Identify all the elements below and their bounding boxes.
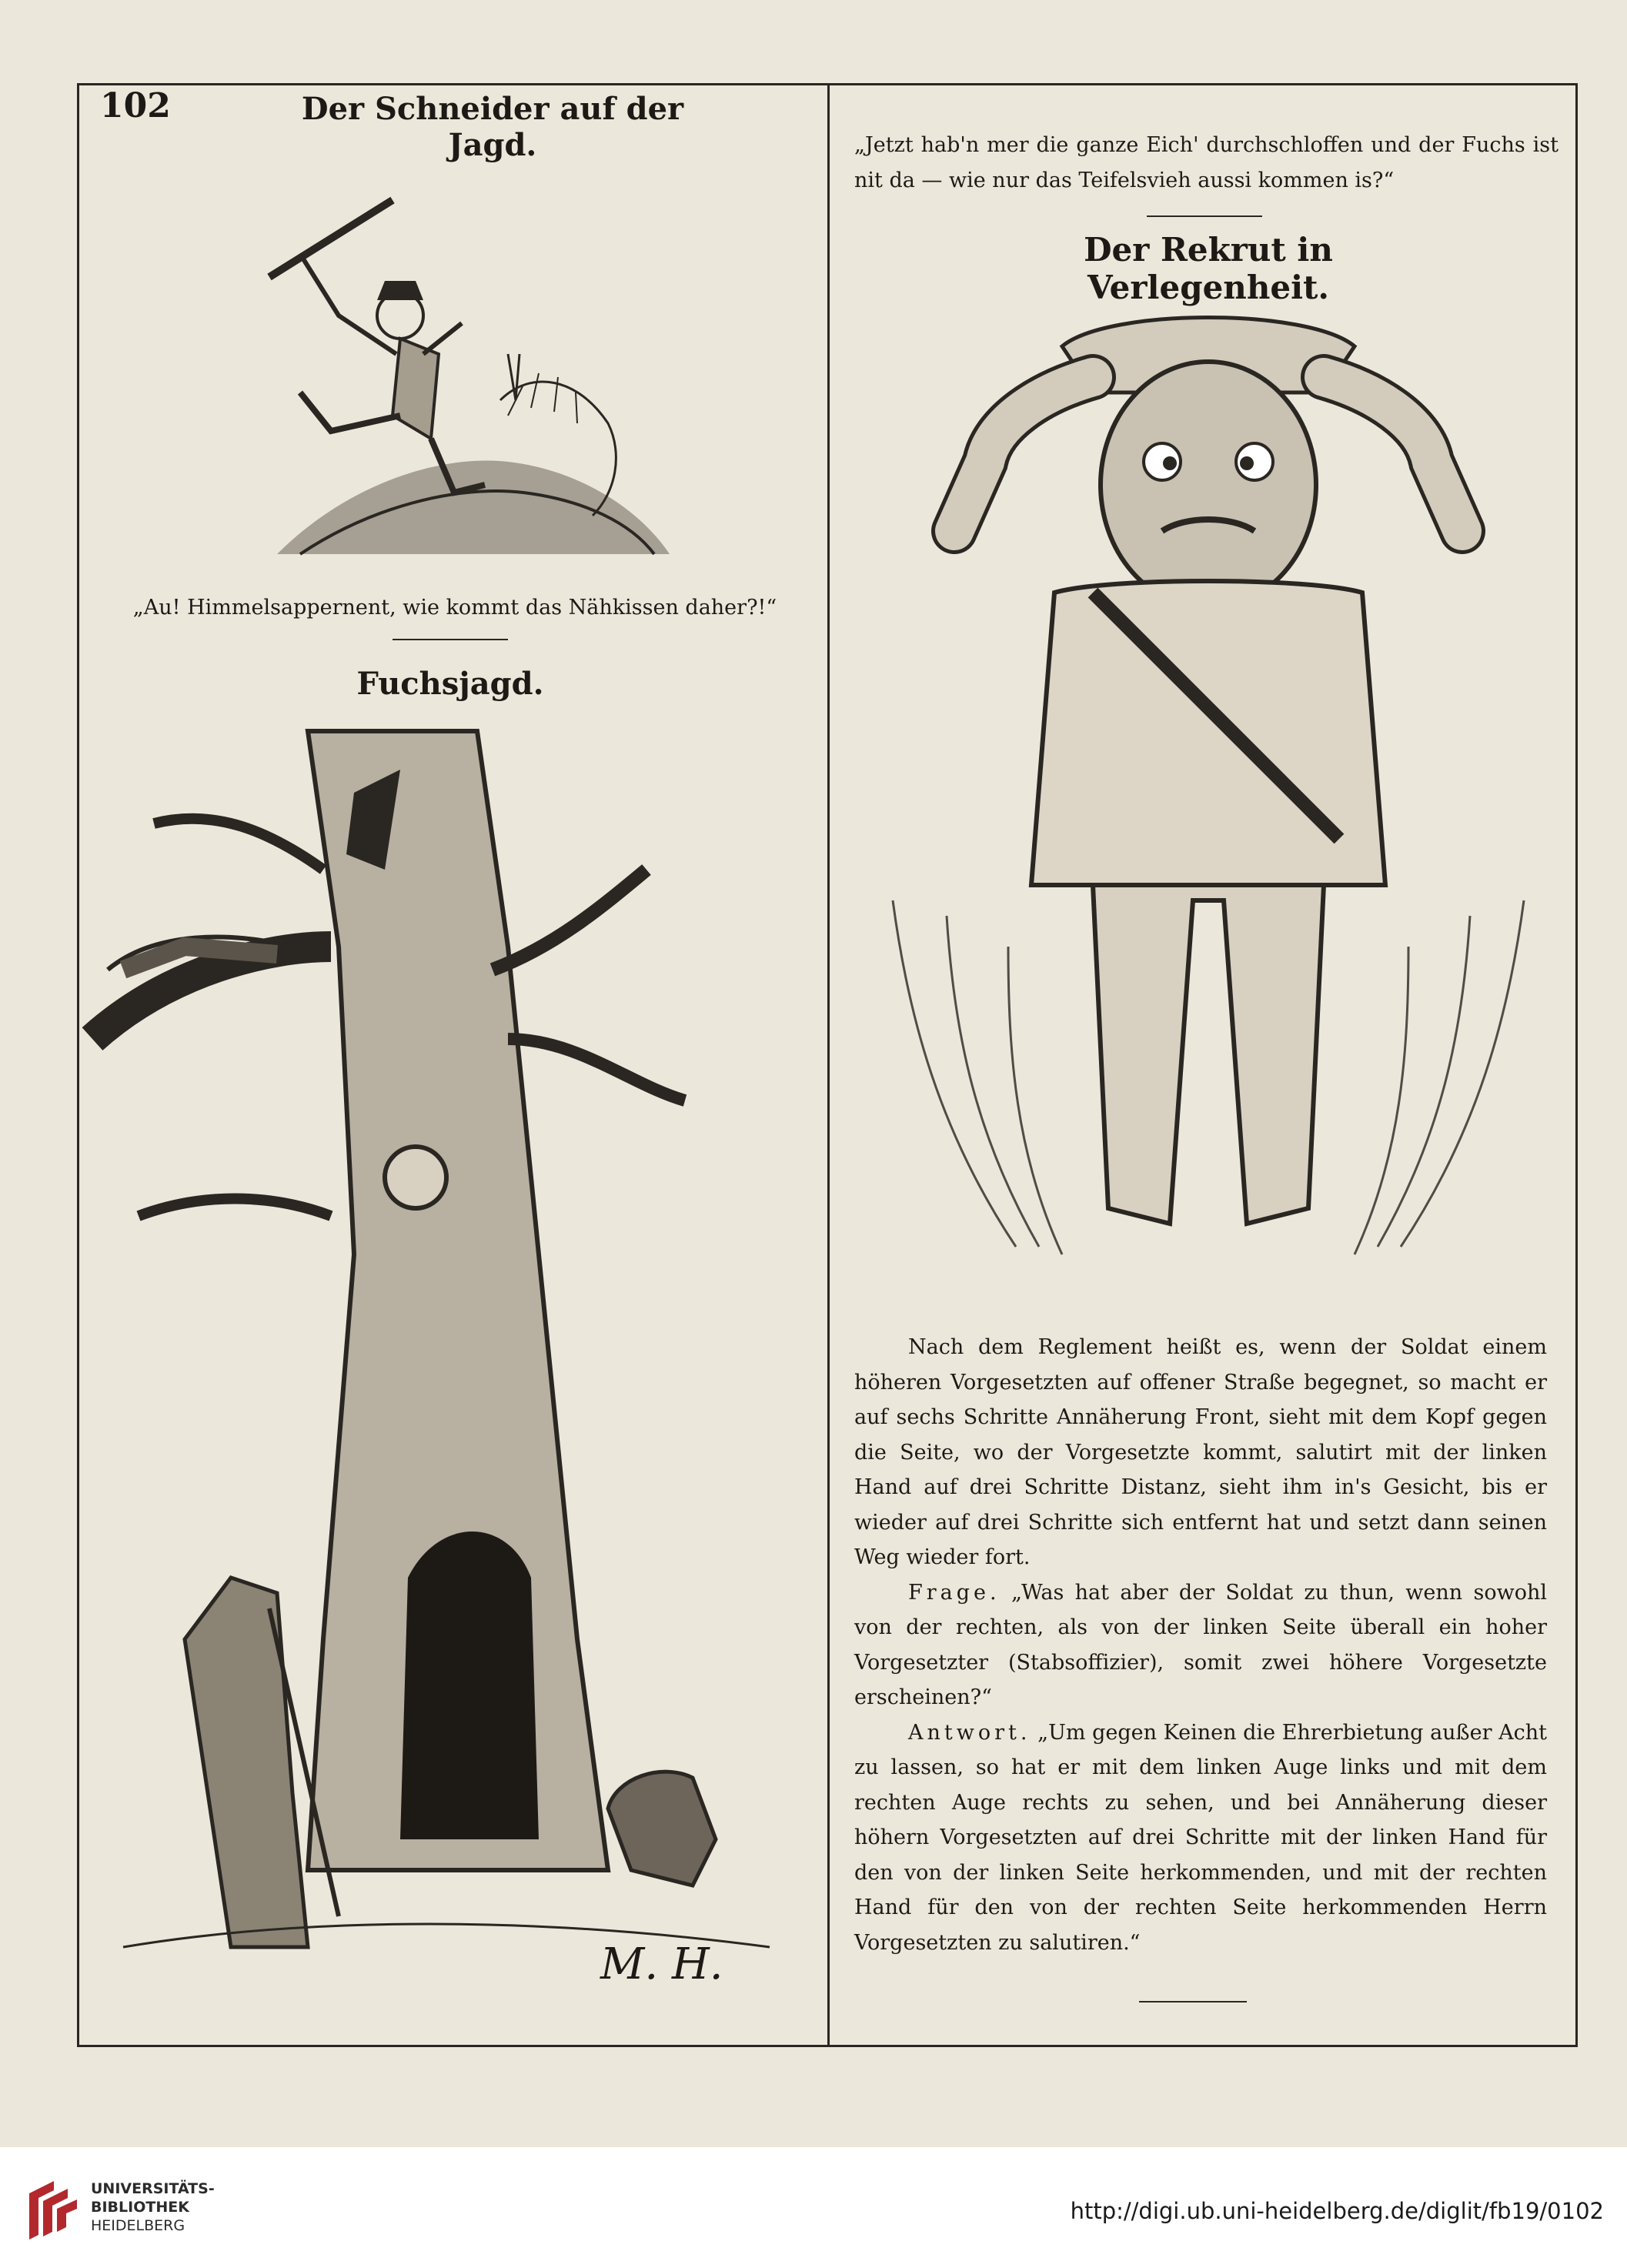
source-url-link[interactable]: http://digi.ub.uni-heidelberg.de/diglit/fb19/0102	[1070, 2198, 1604, 2224]
tailor-hunting-illustration	[254, 123, 685, 577]
library-line-3: HEIDELBERG	[91, 2217, 185, 2234]
library-line-1: UNIVERSITÄTS-	[91, 2180, 215, 2197]
question-label: Frage.	[908, 1580, 1001, 1605]
library-line-2: BIBLIOTHEK	[91, 2199, 189, 2216]
heading-rekrut: Der Rekrut in Verlegenheit.	[1084, 231, 1333, 306]
article-paragraph: Nach dem Reglement heißt es, wenn der Soldat einem höheren Vorgesetzten auf offener Straße begegnet, so macht er auf sechs Schritte Annäherung Front, sieht mit dem Kopf gegen die Seite, wo der Vorgesetzte kommt, salutirt mit der linken Hand auf drei Schritte Distanz, sieht ihm in's Gesicht, bis er wieder auf drei Schritte sich entfernt hat und setzt dann seinen Weg wieder fort.	[854, 1335, 1547, 1569]
university-library-logo-icon	[23, 2178, 79, 2241]
heading-fuchsjagd: Fuchsjagd.	[356, 666, 544, 702]
column-divider	[827, 83, 830, 2047]
answer-paragraph	[854, 1715, 1547, 1961]
recruit-article-body	[854, 1330, 1547, 1960]
separator-rule	[393, 639, 508, 640]
end-rule	[1139, 2001, 1247, 2002]
footer-bar	[0, 2147, 1627, 2268]
question-text: „Was hat aber der Soldat zu thun, wenn sowohl von der rechten, als von der linken Seite überall ein hoher Vorgesetzter (Stabsoffizier), somit zwei höhere Vorgesetzte erscheinen?“	[854, 1580, 1547, 1709]
page-number: 102	[100, 86, 171, 125]
answer-text: „Um gegen Keinen die Ehrerbietung außer Acht zu lassen, so hat er mit dem linken Auge links und mit dem rechten Auge rechts zu sehen, und bei Annäherung dieser höhern Vorgesetzten auf drei Schritte mit der linken Hand für den von der linken Seite herkommenden, und mit der rechten Hand für den von der rechten Seite herkommenden Herrn Vorgesetzten zu salutiren.“	[854, 1720, 1547, 1955]
recruit-saluting-illustration	[862, 285, 1555, 1301]
caption-fuchsjagd: „Jetzt hab'n mer die ganze Eich' durchschloffen und der Fuchs ist nit da — wie nur das Teifelsvieh aussi kommen is?“	[854, 133, 1559, 192]
fox-hunt-tree-illustration	[77, 716, 824, 2016]
caption-schneider: „Au! Himmelsappernent, wie kommt das Nähkissen daher?!“	[132, 596, 777, 620]
question-paragraph	[854, 1575, 1547, 1715]
separator-rule	[1147, 215, 1262, 217]
heading-schneider: Der Schneider auf der Jagd.	[301, 91, 684, 163]
artist-signature: M. H.	[600, 1939, 723, 1989]
answer-label: Antwort.	[908, 1720, 1031, 1745]
library-name	[91, 2179, 215, 2235]
